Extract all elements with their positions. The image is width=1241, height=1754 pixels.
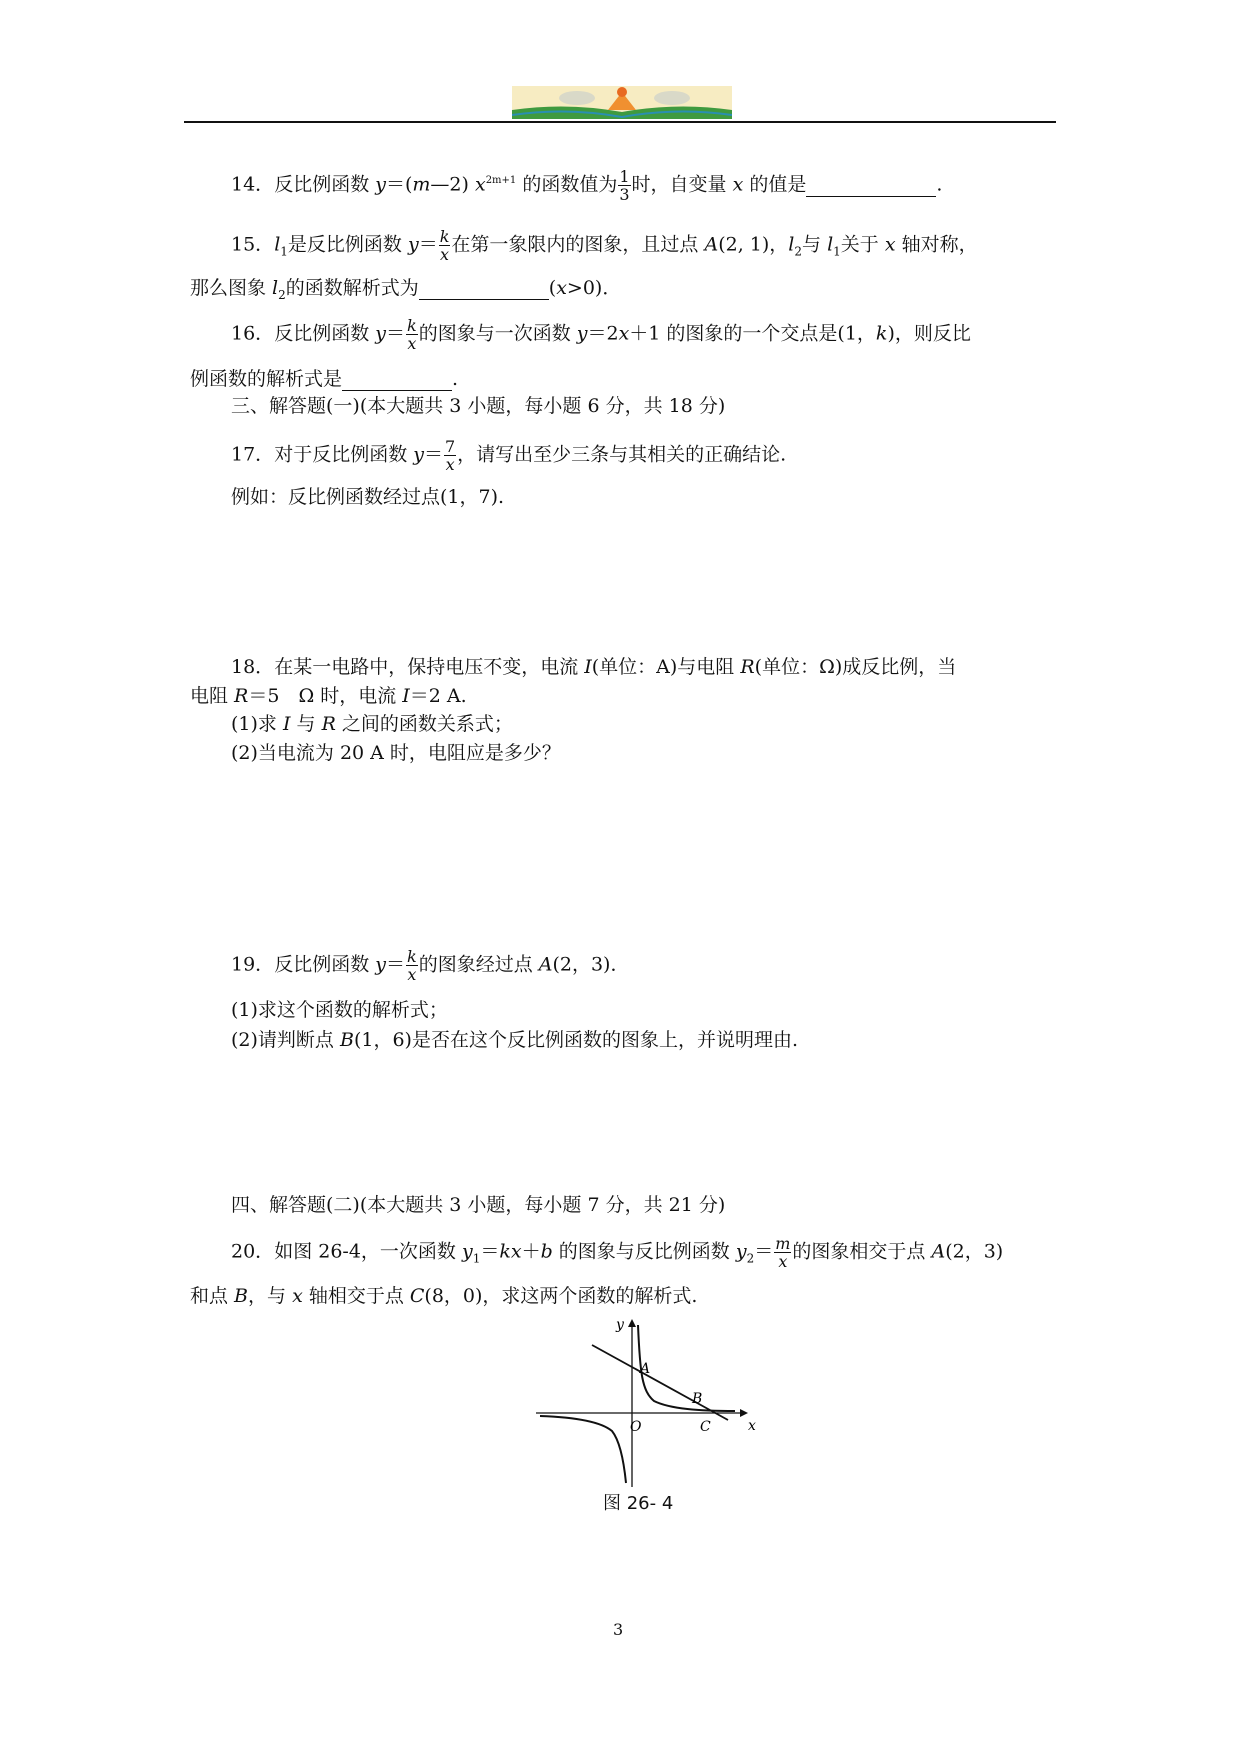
question-17-example: 例如：反比例函数经过点(1，7). [231, 486, 505, 508]
section-4-heading: 四、解答题(二)(本大题共 3 小题，每小题 7 分，共 21 分) [231, 1194, 726, 1216]
figure-26-4 [530, 1303, 760, 1488]
question-19: 19．反比例函数 y＝ $\frac{k}{x}$ 的图象经过点 A(2，3)． [231, 947, 630, 984]
label-y: y [616, 1317, 624, 1333]
question-18-part2: (2)当电流为 20 A 时，电阻应是多少？ [231, 742, 561, 764]
answer-blank-14[interactable] [806, 174, 936, 197]
question-20-line2: 和点 B，与 x 轴相交于点 C(8，0)，求这两个函数的解析式. [190, 1285, 698, 1307]
question-16: 16．反比例函数 y＝ $\frac{k}{x}$ 的图象与一次函数 y＝2x＋1 的图象的一个交点是(1，k)，则反比 [231, 316, 971, 353]
question-15: 15．$l_1$是反比例函数 y＝ $\frac{k}{x}$ 在第一象限内的图象，且过点 A(2, 1)，$l_2$与 $l_1$关于 x 轴对称， [231, 227, 978, 264]
question-19-part2: (2)请判断点 B(1，6)是否在这个反比例函数的图象上，并说明理由. [231, 1029, 798, 1051]
header-rule [184, 121, 1056, 123]
question-18-part1: (1)求 I 与 R 之间的函数关系式； [231, 713, 513, 735]
fraction-one-third: $\frac{1}{3}$ [619, 167, 630, 204]
label-O: O [630, 1419, 642, 1435]
header-logo [512, 86, 732, 119]
label-B: B [692, 1391, 703, 1407]
question-18: 18．在某一电路中，保持电压不变，电流 I(单位：A)与电阻 R(单位：Ω)成反比例，当 [231, 656, 957, 678]
question-19-part1: (1)求这个函数的解析式； [231, 999, 448, 1021]
x-axis-arrow [740, 1409, 748, 1417]
hyperbola-branch-2 [540, 1416, 626, 1483]
label-x: x [748, 1418, 756, 1434]
section-3-heading: 三、解答题(一)(本大题共 3 小题，每小题 6 分，共 18 分) [231, 395, 726, 417]
question-14: 14．反比例函数 y＝(m—2) $x^{2m+1}$ 的函数值为 $\frac{1}{3}$ 时，自变量 x 的值是 . [231, 167, 943, 204]
page-number: 3 [613, 1620, 624, 1639]
label-C: C [700, 1419, 711, 1435]
linear-function-line [592, 1345, 728, 1420]
answer-blank-15[interactable] [419, 277, 549, 300]
y-axis-arrow [628, 1319, 636, 1327]
question-15-line2: 那么图象 $l_2$的函数解析式为 (x>0)． [190, 277, 622, 302]
question-18-line2: 电阻 R＝5 Ω 时，电流 I＝2 A. [190, 685, 467, 707]
question-16-line2: 例函数的解析式是 . [190, 368, 459, 390]
answer-blank-16[interactable] [342, 368, 452, 391]
figure-caption: 图 26- 4 [603, 1493, 674, 1514]
question-20: 20．如图 26-4，一次函数 $y_1=kx+b$ 的图象与反比例函数 $y_2=$ $\frac{m}{x}$ 的图象相交于点 A(2，3) [231, 1234, 1004, 1271]
label-A: A [640, 1361, 651, 1377]
question-17: 17．对于反比例函数 y＝ $\frac{7}{x}$ ，请写出至少三条与其相关的正确结论. [231, 437, 787, 474]
